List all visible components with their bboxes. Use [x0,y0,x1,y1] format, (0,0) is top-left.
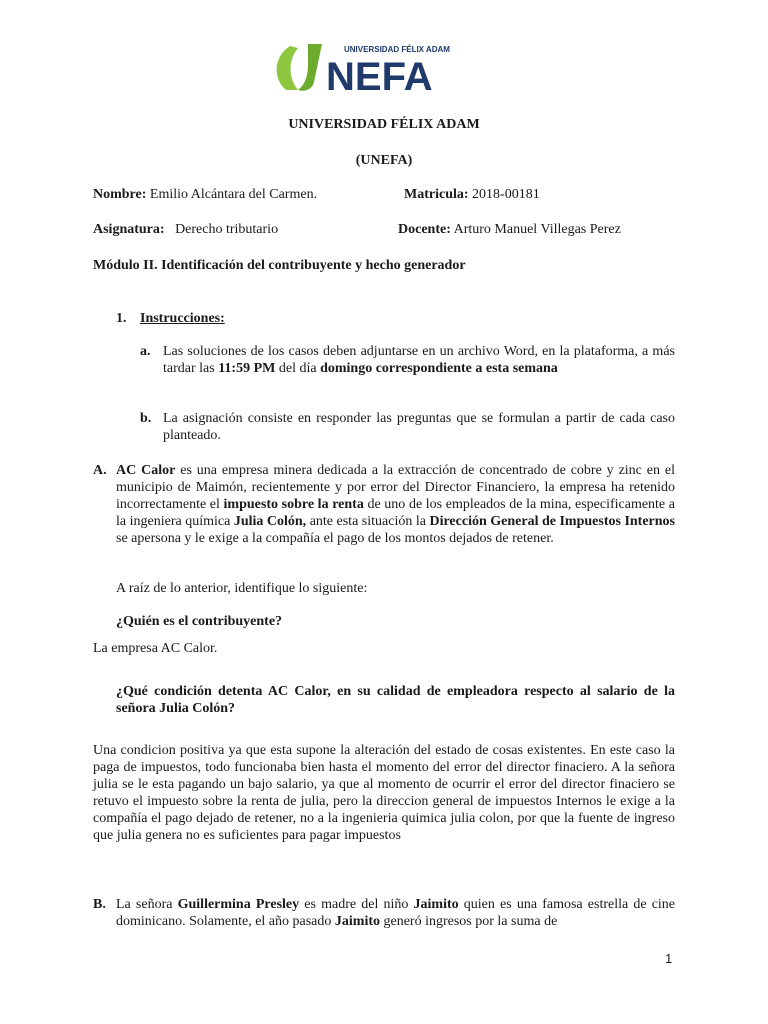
logo-leaf-left [277,46,298,90]
case-a-answer-1: La empresa AC Calor. [93,641,218,656]
case-a-question-1: ¿Quién es el contribuyente? [116,614,283,629]
document-title: UNIVERSIDAD FÉLIX ADAM [288,117,480,132]
case-a-question-2: ¿Qué condición detenta AC Calor, en su calidad de empleadora respecto al salario de la señora Julia Colón? [116,684,675,716]
case-a-prompt: A raíz de lo anterior, identifique lo siguiente: [116,581,368,596]
case-a-company: AC Calor [116,463,176,478]
case-b-mother: Guillermina Presley [177,897,300,912]
nombre-value: Emilio Alcántara del Carmen. [146,187,318,202]
instruction-a-part2: del día [275,361,321,376]
case-b-part2: es madre del niño [299,897,414,912]
instruction-a-time: 11:59 PM [218,361,276,376]
logo-leaf-right [298,44,322,91]
instructions-number: 1. [116,311,127,326]
instruction-b-text: La asignación consiste en responder las preguntas que se formulan a partir de cada caso planteado. [163,411,675,443]
case-b-part3: quien es una famosa estrella de cine dominicano. Solamente, el año pasado [116,897,676,929]
matricula-label: Matricula: [404,187,469,202]
logo-university-text: UNIVERSIDAD FÉLIX ADAM [344,45,450,54]
instruction-a-part1: Las soluciones de los casos deben adjuntarse en un archivo Word, en la plataforma, a más tardar las [163,344,675,376]
instruction-b-marker: b. [140,411,152,426]
matricula-line [404,186,540,203]
asignatura-line [93,221,278,238]
case-a-text [116,462,675,547]
module-heading: Módulo II. Identificación del contribuyente y hecho generador [93,258,466,273]
case-b-child-2: Jaimito [334,914,380,929]
case-a-part3: ante esta situación la [306,514,430,529]
instructions-heading: Instrucciones: [140,311,225,326]
page-number: 1 [665,951,673,966]
matricula-value: 2018-00181 [468,187,540,202]
case-a-tax: impuesto sobre la renta [223,497,364,512]
case-a-part2: de uno de los empleados de la mina, especificamente a la ingeniera química [116,497,675,529]
unefa-logo [268,38,488,96]
case-b-child-1: Jaimito [413,897,459,912]
case-a-marker: A. [93,463,107,478]
case-a-answer-2: Una condicion positiva ya que esta supone la alteración del estado de cosas existentes. En este caso la paga de impuestos, todo funcionaba bien hasta el momento del error del director finaciero. A la señora julia se le esta pagando un bajo salario, ya que al momento de ocurrir el error del director finaciero se retuvo el impuesto sobre la renta de julia, pero la direccion general de impuestos Internos le exige a la compañía el pago dejado de retener, no a la ingenieria quimica julia colon, por que la fuente de ingreso que julia genera no es suficientes para pagar impuestos [93,743,675,843]
nombre-line [93,186,317,203]
asignatura-value: Derecho tributario [175,222,279,237]
case-b-part4: generó ingresos por la suma de [380,914,558,929]
instruction-a-deadline: domingo correspondiente a esta semana [320,361,558,376]
docente-value: Arturo Manuel Villegas Perez [450,222,621,237]
case-b-text [116,896,675,930]
asignatura-label: Asignatura: [93,222,165,237]
nombre-label: Nombre: [93,187,147,202]
docente-label: Docente: [398,222,451,237]
case-a-agency: Dirección General de Impuestos Internos [429,514,676,529]
case-a-part4: se apersona y le exige a la compañía el pago de los montos dejados de retener. [116,531,554,546]
instruction-a-text [163,343,675,377]
docente-line [398,221,621,238]
case-a-part1: es una empresa minera dedicada a la extracción de concentrado de cobre y zinc en el municipio de Maimón, recientemente y por error del Director Financiero, la empresa ha retenido incorrectamente el [116,463,676,512]
case-a-person: Julia Colón, [233,514,307,529]
instruction-a-marker: a. [140,344,151,359]
document-subtitle: (UNEFA) [355,153,413,168]
case-b-part1: La señora [116,897,178,912]
case-b-marker: B. [93,897,106,912]
logo-main-text: NEFA [326,55,433,96]
